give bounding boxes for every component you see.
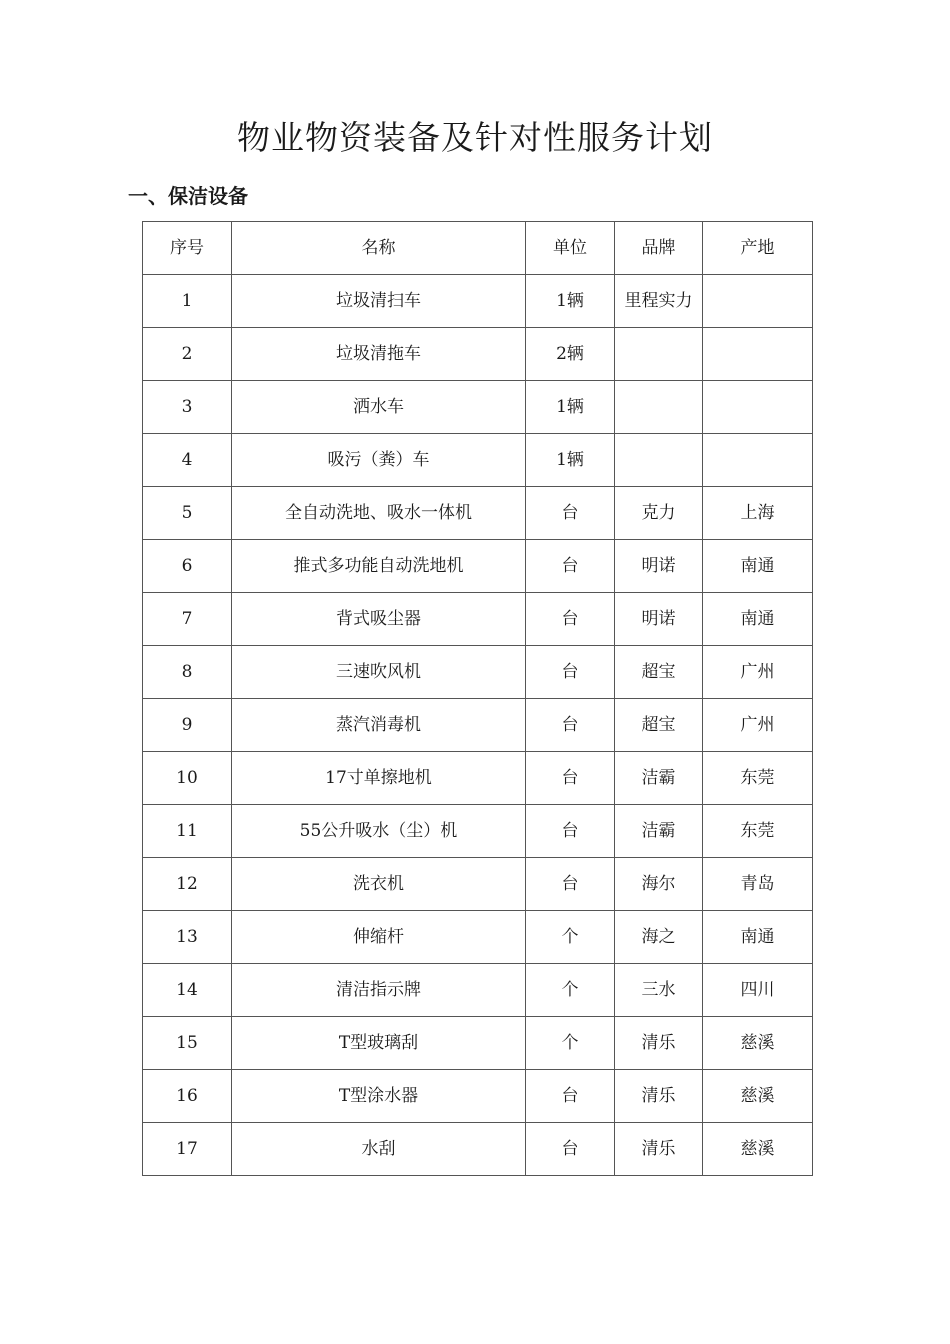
- cell-origin: 东莞: [703, 752, 813, 805]
- cell-name: 清洁指示牌: [232, 964, 526, 1017]
- cell-unit: 个: [526, 964, 615, 1017]
- cell-serial: 10: [143, 752, 232, 805]
- header-cell-origin: 产地: [703, 222, 813, 275]
- cell-origin: 南通: [703, 911, 813, 964]
- equipment-table: [142, 221, 813, 1176]
- cell-name: 垃圾清拖车: [232, 328, 526, 381]
- cell-serial: 13: [143, 911, 232, 964]
- cell-unit: 台: [526, 487, 615, 540]
- cell-name: 吸污（粪）车: [232, 434, 526, 487]
- cell-brand: 洁霸: [615, 805, 703, 858]
- cell-unit: 台: [526, 858, 615, 911]
- cell-serial: 17: [143, 1123, 232, 1176]
- cell-name: 17寸单擦地机: [232, 752, 526, 805]
- cell-name: 背式吸尘器: [232, 593, 526, 646]
- cell-name: 洗衣机: [232, 858, 526, 911]
- cell-name: 洒水车: [232, 381, 526, 434]
- cell-serial: 11: [143, 805, 232, 858]
- cell-serial: 12: [143, 858, 232, 911]
- cell-brand: 清乐: [615, 1070, 703, 1123]
- header-cell-brand: 品牌: [615, 222, 703, 275]
- cell-origin: 广州: [703, 646, 813, 699]
- cell-origin: 东莞: [703, 805, 813, 858]
- section-heading: 一、保洁设备: [128, 184, 248, 208]
- cell-unit: 台: [526, 1070, 615, 1123]
- cell-unit: 个: [526, 911, 615, 964]
- cell-name: 三速吹风机: [232, 646, 526, 699]
- cell-serial: 4: [143, 434, 232, 487]
- cell-name: 伸缩杆: [232, 911, 526, 964]
- cell-origin: 慈溪: [703, 1070, 813, 1123]
- header-cell-unit: 单位: [526, 222, 615, 275]
- table-row: [143, 593, 813, 646]
- cell-brand: 清乐: [615, 1123, 703, 1176]
- cell-serial: 3: [143, 381, 232, 434]
- cell-unit: 1辆: [526, 275, 615, 328]
- cell-serial: 7: [143, 593, 232, 646]
- cell-origin: 南通: [703, 540, 813, 593]
- cell-origin: 广州: [703, 699, 813, 752]
- table-row: [143, 487, 813, 540]
- cell-brand: [615, 381, 703, 434]
- cell-name: T型玻璃刮: [232, 1017, 526, 1070]
- table-row: [143, 328, 813, 381]
- header-cell-name: 名称: [232, 222, 526, 275]
- table-header: [143, 222, 813, 275]
- cell-unit: 台: [526, 699, 615, 752]
- cell-unit: 个: [526, 1017, 615, 1070]
- cell-serial: 16: [143, 1070, 232, 1123]
- cell-serial: 8: [143, 646, 232, 699]
- cell-serial: 6: [143, 540, 232, 593]
- cell-origin: 青岛: [703, 858, 813, 911]
- table-row: [143, 1017, 813, 1070]
- table-row: [143, 699, 813, 752]
- cell-origin: [703, 275, 813, 328]
- cell-unit: 台: [526, 540, 615, 593]
- cell-origin: 慈溪: [703, 1017, 813, 1070]
- cell-serial: 14: [143, 964, 232, 1017]
- cell-serial: 2: [143, 328, 232, 381]
- cell-origin: [703, 328, 813, 381]
- cell-name: 全自动洗地、吸水一体机: [232, 487, 526, 540]
- table-row: [143, 1070, 813, 1123]
- table-row: [143, 434, 813, 487]
- cell-unit: 台: [526, 752, 615, 805]
- cell-serial: 1: [143, 275, 232, 328]
- cell-brand: 明诺: [615, 540, 703, 593]
- table-row: [143, 275, 813, 328]
- cell-brand: 超宝: [615, 646, 703, 699]
- table-row: [143, 858, 813, 911]
- cell-serial: 9: [143, 699, 232, 752]
- cell-unit: 1辆: [526, 434, 615, 487]
- cell-brand: 三水: [615, 964, 703, 1017]
- cell-name: 55公升吸水（尘）机: [232, 805, 526, 858]
- cell-brand: 超宝: [615, 699, 703, 752]
- cell-unit: 1辆: [526, 381, 615, 434]
- cell-name: T型涂水器: [232, 1070, 526, 1123]
- table-body: [143, 275, 813, 1176]
- cell-unit: 台: [526, 1123, 615, 1176]
- table-row: [143, 964, 813, 1017]
- cell-brand: 明诺: [615, 593, 703, 646]
- cell-origin: [703, 381, 813, 434]
- cell-origin: 南通: [703, 593, 813, 646]
- cell-brand: 清乐: [615, 1017, 703, 1070]
- cell-name: 蒸汽消毒机: [232, 699, 526, 752]
- table-row: [143, 646, 813, 699]
- table-row: [143, 1123, 813, 1176]
- cell-brand: 洁霸: [615, 752, 703, 805]
- cell-origin: 慈溪: [703, 1123, 813, 1176]
- cell-brand: 克力: [615, 487, 703, 540]
- cell-serial: 15: [143, 1017, 232, 1070]
- table-row: [143, 911, 813, 964]
- cell-unit: 台: [526, 593, 615, 646]
- cell-unit: 台: [526, 646, 615, 699]
- cell-unit: 2辆: [526, 328, 615, 381]
- cell-brand: [615, 434, 703, 487]
- cell-origin: 上海: [703, 487, 813, 540]
- table-row: [143, 805, 813, 858]
- cell-brand: [615, 328, 703, 381]
- table-row: [143, 752, 813, 805]
- header-row: [143, 222, 813, 275]
- cell-origin: [703, 434, 813, 487]
- header-cell-serial: 序号: [143, 222, 232, 275]
- table-row: [143, 381, 813, 434]
- cell-brand: 海之: [615, 911, 703, 964]
- cell-origin: 四川: [703, 964, 813, 1017]
- table-row: [143, 540, 813, 593]
- cell-name: 水刮: [232, 1123, 526, 1176]
- cell-serial: 5: [143, 487, 232, 540]
- cell-brand: 海尔: [615, 858, 703, 911]
- cell-name: 推式多功能自动洗地机: [232, 540, 526, 593]
- cell-brand: 里程实力: [615, 275, 703, 328]
- page-title: 物业物资装备及针对性服务计划: [237, 118, 713, 157]
- cell-name: 垃圾清扫车: [232, 275, 526, 328]
- cell-unit: 台: [526, 805, 615, 858]
